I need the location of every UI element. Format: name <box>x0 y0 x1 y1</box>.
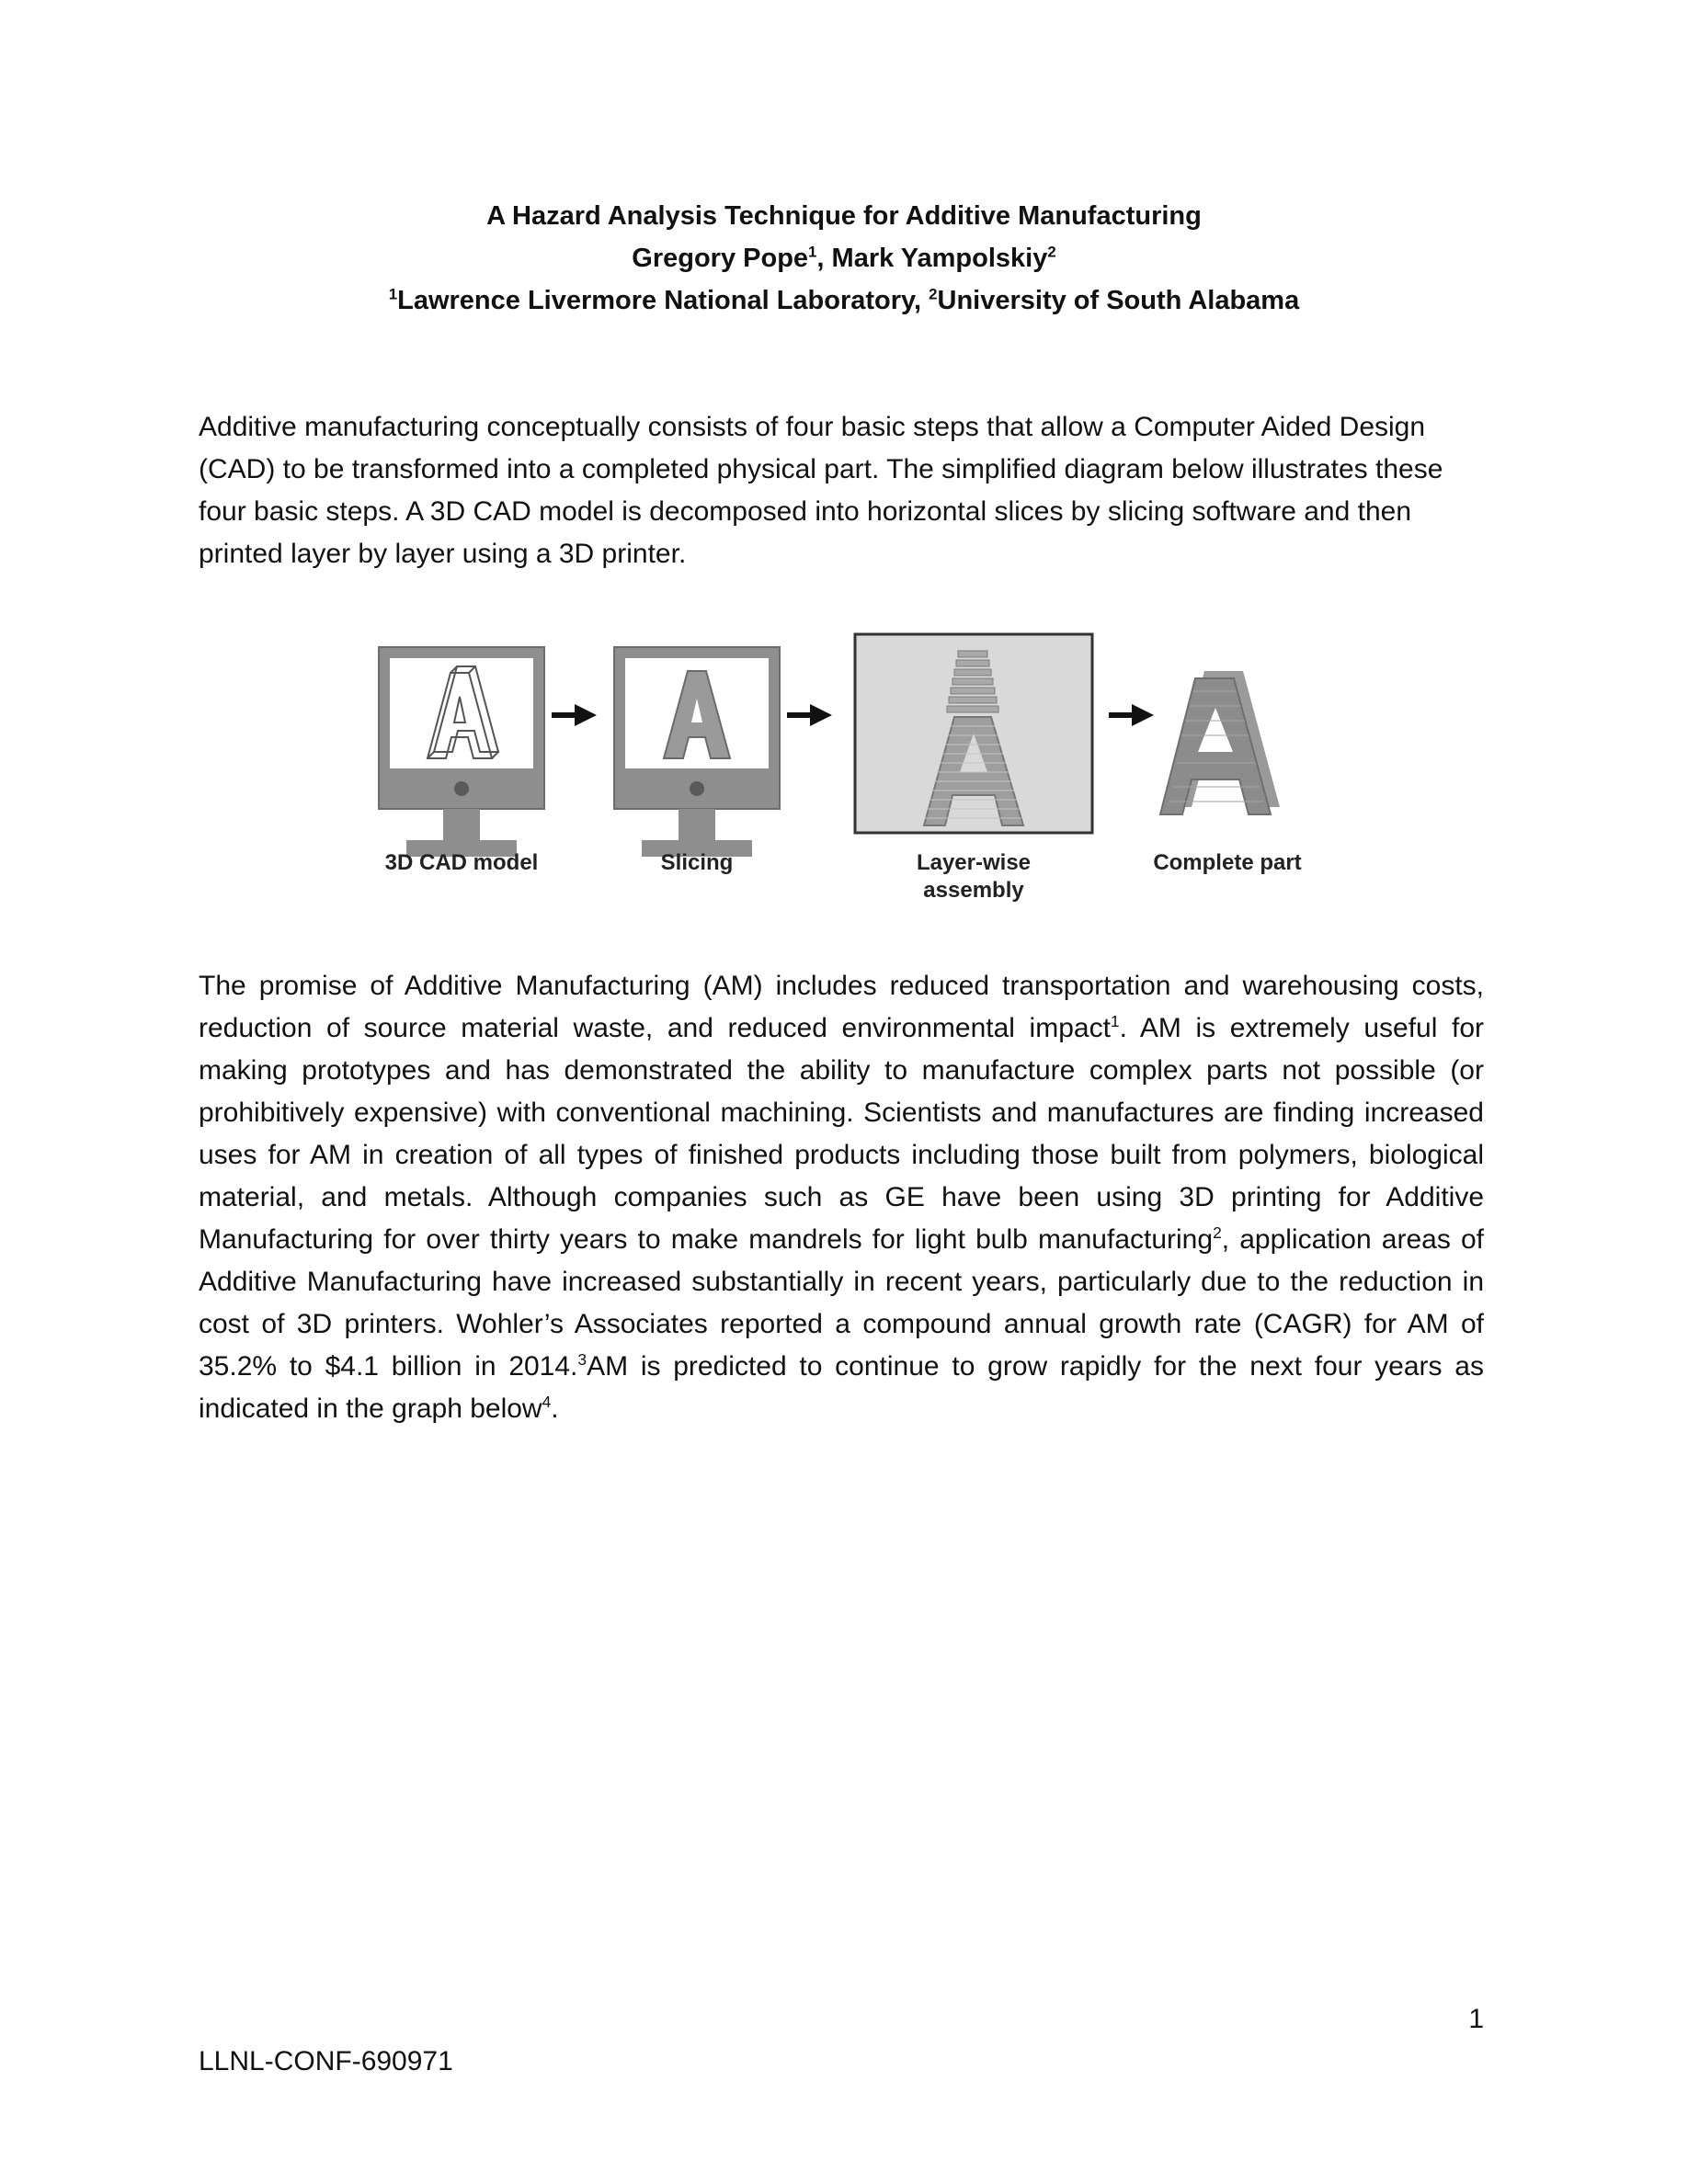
affiliation-line <box>0 279 1688 322</box>
paper-title: A Hazard Analysis Technique for Additive Manufacturing <box>486 201 1202 231</box>
step-label-complete-part: Complete part <box>1153 850 1302 875</box>
citation-ref: 3 <box>577 1350 587 1369</box>
cad-monitor-icon <box>379 647 544 857</box>
body-text: . AM is extremely useful for making prototypes and has demonstrated the ability to manufacture complex parts not possible (or prohibitively expensive) with conventional machining. Scientists and manufactures are finding increased uses for AM in creation of all types of finished products including those built from polymers, biological material, and metals. Although companies such as GE have been using 3D printing for Additive Manufacturing for over thirty years to make mandrels for light bulb manufacturing <box>199 1013 1484 1255</box>
author-name: Gregory Pope <box>632 244 809 273</box>
affiliation-name: Lawrence Livermore National Laboratory, <box>397 286 930 315</box>
step-label-assembly: assembly <box>923 878 1024 903</box>
affiliation-name: University of South Alabama <box>937 286 1300 315</box>
intro-paragraph: Additive manufacturing conceptually consists of four basic steps that allow a Computer Aided Design (CAD) to be transformed into a completed physical part. The simplified diagram below illustrates these four basic steps. A 3D CAD model is decomposed into horizontal slices by slicing software and then printed layer by layer using a 3D printer. <box>199 412 1443 569</box>
document-id: LLNL-CONF-690971 <box>199 2046 453 2076</box>
author-separator: , <box>816 244 832 273</box>
citation-ref: 1 <box>1110 1012 1120 1030</box>
am-process-figure <box>368 625 1324 919</box>
slicing-monitor-icon <box>614 647 780 857</box>
body-text: . <box>551 1393 559 1424</box>
affiliation-mark: 1 <box>388 285 398 303</box>
step-label-slicing: Slicing <box>660 850 734 875</box>
page-number: 1 <box>1468 2004 1484 2034</box>
body-paragraph <box>199 965 1484 1430</box>
step-label-layer-wise: Layer-wise <box>916 850 1032 875</box>
citation-ref: 4 <box>542 1393 552 1411</box>
am-process-diagram <box>368 625 1324 919</box>
layer-assembly-icon <box>855 634 1092 833</box>
author-line <box>0 237 1688 279</box>
complete-part-icon <box>1160 671 1280 814</box>
body-text: , application areas of Additive Manufacturing have increased substantially in recent years, particularly due to the reduction in cost of 3D printers. Wohler’s Associates reported a compound annual growth rate (CAGR) for AM of 35.2% to $4.1 billion in 2014. <box>199 1224 1484 1382</box>
monitor-button <box>690 781 704 796</box>
author-affiliation-mark: 1 <box>808 243 817 261</box>
monitor-neck <box>443 809 480 840</box>
body-text: The promise of Additive Manufacturing (AM) includes reduced transportation and warehousing costs, reduction of source material waste, and reduced environmental impact <box>199 971 1484 1043</box>
author-name: Mark Yampolskiy <box>831 244 1048 273</box>
step-label-cad-model: 3D CAD model <box>384 850 539 875</box>
author-affiliation-mark: 2 <box>1047 243 1056 261</box>
monitor-button <box>454 781 469 796</box>
monitor-screen <box>390 658 533 768</box>
monitor-neck <box>679 809 715 840</box>
body-text: AM is predicted to continue to grow rapidly for the next four years as indicated in the graph below <box>199 1351 1484 1424</box>
affiliation-mark: 2 <box>929 285 938 303</box>
citation-ref: 2 <box>1213 1223 1222 1242</box>
paper-header <box>0 195 1688 322</box>
